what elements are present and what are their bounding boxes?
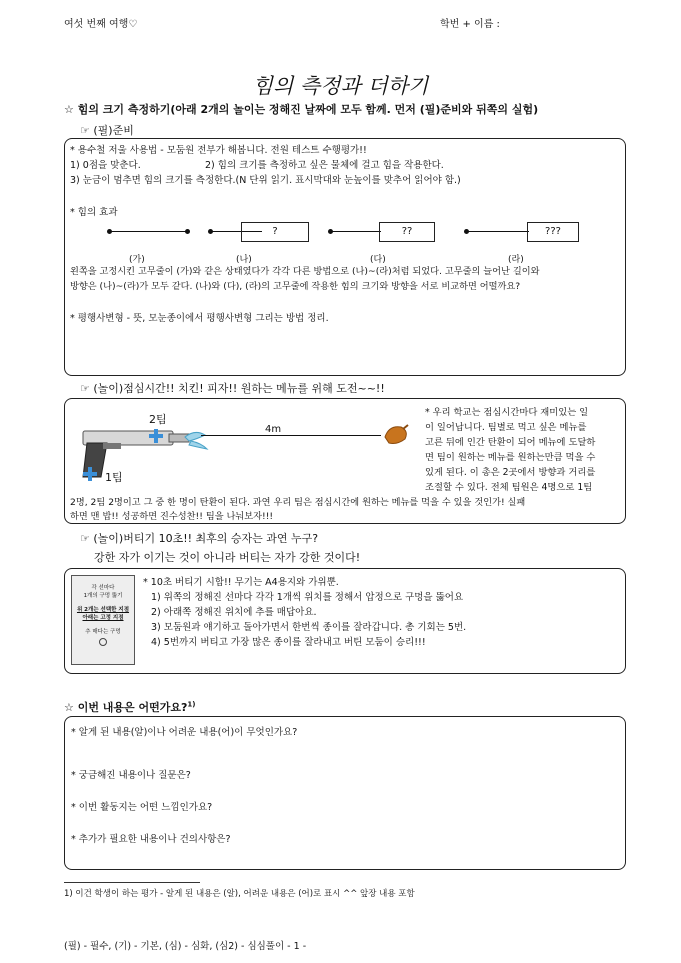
lunch-game-box bbox=[64, 398, 626, 524]
question-1: * 알게 된 내용(알)이나 어려운 내용(어)이 무엇인가요? bbox=[71, 727, 298, 738]
header-left: 여섯 번째 여행♡ bbox=[64, 19, 138, 30]
team1-marker-icon bbox=[83, 467, 97, 481]
box-ra: ??? bbox=[527, 222, 579, 242]
team2-marker-icon bbox=[149, 429, 163, 443]
label-da: (다) bbox=[370, 255, 386, 265]
lunch-text-5: 있게 된다. 이 총은 2곳에서 방향과 거리를 bbox=[425, 467, 596, 478]
paper-card bbox=[71, 575, 135, 665]
endure-game-box bbox=[64, 568, 626, 674]
reflection-box bbox=[64, 716, 626, 870]
distance-label: 4m bbox=[265, 424, 282, 435]
parallelogram-note: * 평행사변형 - 뜻, 모눈종이에서 평행사변형 그리는 방법 정리. bbox=[70, 313, 329, 324]
end-dot-ga bbox=[185, 229, 190, 234]
team2-label: 2팀 bbox=[149, 413, 167, 426]
rubber-band-ra bbox=[467, 231, 529, 232]
prep-line-2: 1) 0점을 맞춘다. bbox=[70, 160, 141, 171]
label-na: (나) bbox=[236, 255, 252, 265]
rubber-band-ga bbox=[110, 231, 187, 232]
endure-line-3: 2) 아래쪽 정해진 위치에 추를 매답아요. bbox=[151, 607, 317, 618]
prep-box bbox=[64, 138, 626, 376]
footnote: 1) 이건 학생이 하는 평가 - 알게 된 내용은 (알), 어려운 내용은 (어)로 표시 ^^ 앞장 내용 포함 bbox=[64, 889, 415, 899]
footer: (필) - 필수, (기) - 기본, (심) - 심화, (심2) - 심심풀이 - 1 - bbox=[64, 941, 307, 952]
section4-heading bbox=[64, 699, 195, 715]
rubber-band-da bbox=[331, 231, 381, 232]
chicken-icon bbox=[383, 423, 409, 445]
prep-line-1: * 용수철 저울 사용법 - 모둠원 전부가 해봅니다. 전원 테스트 수행평가!! bbox=[70, 145, 367, 156]
section3-sub: ☞ (놀이)버티기 10초!! 최후의 승자는 과연 누구? bbox=[80, 532, 319, 545]
endure-line-2: 1) 위쪽의 정해진 선마다 각각 1개씩 위치를 정해서 압정으로 구멍을 뚫어요 bbox=[151, 592, 464, 603]
endure-line-4: 3) 모둠원과 얘기하고 돌아가면서 한번씩 종이를 잘라갑니다. 총 기회는 5번. bbox=[151, 622, 467, 633]
label-ra: (라) bbox=[508, 255, 524, 265]
section1-heading: ☆ 힘의 크기 측정하기(아래 2개의 놀이는 정해진 날짜에 모두 함께. 먼저 (필)준비와 뒤쪽의 실험) bbox=[64, 103, 539, 116]
distance-line bbox=[201, 435, 381, 436]
lunch-text-6: 조절할 수 있다. 전체 팀원은 4명으로 1팀 bbox=[425, 482, 593, 493]
section1-sub: ☞ (필)준비 bbox=[80, 124, 134, 137]
question-3: * 이번 활동지는 어떤 느낌인가요? bbox=[71, 802, 213, 813]
card-line-1: 각 선마다 bbox=[91, 585, 115, 591]
effect-title: * 힘의 효과 bbox=[70, 207, 118, 218]
card-hole-icon bbox=[99, 638, 107, 646]
footnote-divider bbox=[64, 882, 200, 883]
lunch-text-8: 하면 맨 밥!! 성공하면 진수성찬!! 팀을 나눠보자!!! bbox=[70, 511, 274, 522]
prep-line-4: 3) 눈금이 멈추면 힘의 크기를 측정한다.(N 단위 읽기. 표시막대와 눈높이를 맞추어 읽어야 함.) bbox=[70, 175, 461, 186]
question-2: * 궁금해진 내용이나 질문은? bbox=[71, 770, 191, 781]
effect-text-1: 왼쪽을 고정시킨 고무줄이 (가)와 같은 상태였다가 각각 다른 방법으로 (나)~(라)처럼 되었다. 고무줄의 늘어난 길이와 bbox=[70, 266, 540, 277]
team1-label: 1팀 bbox=[105, 471, 123, 484]
lunch-text-2: 이 일어납니다. 팀별로 먹고 싶은 메뉴를 bbox=[425, 422, 587, 433]
box-da: ?? bbox=[379, 222, 435, 242]
effect-text-2: 방향은 (나)~(라)가 모두 같다. (나)와 (다), (라)의 고무줄에 작용한 힘의 크기와 방향을 서로 비교하면 어떨까요? bbox=[70, 281, 521, 292]
box-na: ? bbox=[241, 222, 309, 242]
lunch-text-3: 고른 뒤에 인간 탄환이 되어 메뉴에 도달하 bbox=[425, 437, 596, 448]
lunch-text-7: 2명, 2팀 2명이고 그 중 한 명이 탄환이 된다. 과연 우리 팀은 점심시간에 원하는 메뉴를 먹을 수 있을 것인가! 실패 bbox=[70, 497, 526, 508]
card-line-4: 아래는 고정 지점 bbox=[82, 615, 124, 621]
card-line-5: 추 매다는 구멍 bbox=[85, 629, 121, 635]
header-right: 학번 + 이름 : bbox=[440, 19, 500, 30]
section2-sub: ☞ (놀이)점심시간!! 치킨! 피자!! 원하는 메뉴를 위해 도전~~!! bbox=[80, 382, 385, 395]
prep-line-3: 2) 힘의 크기를 측정하고 싶은 물체에 걸고 힘을 작용한다. bbox=[205, 160, 444, 171]
endure-line-5: 4) 5번까지 버티고 가장 많은 종이를 잘라내고 버틴 모둠이 승리!!! bbox=[151, 637, 426, 648]
section4-footnote-ref: 1) bbox=[187, 700, 196, 709]
endure-line-1: * 10초 버티기 시합!! 무기는 A4용지와 가위뿐. bbox=[143, 577, 339, 588]
lunch-text-4: 면 팀이 원하는 메뉴를 원하는만큼 먹을 수 bbox=[425, 452, 596, 463]
lunch-text-1: * 우리 학교는 점심시간마다 재미있는 일 bbox=[425, 407, 589, 418]
card-line-2: 1개의 구멍 뚫기 bbox=[83, 593, 123, 599]
section3-sub2: 강한 자가 이기는 것이 아니라 버티는 자가 강한 것이다! bbox=[94, 551, 361, 564]
question-4: * 추가가 필요한 내용이나 건의사항은? bbox=[71, 834, 231, 845]
label-ga: (가) bbox=[129, 255, 145, 265]
card-line-3: 위 2개는 선택한 지점 bbox=[76, 607, 130, 613]
page-title: 힘의 측정과 더하기 bbox=[252, 74, 429, 98]
section4-heading-text: ☆ 이번 내용은 어떤가요? bbox=[64, 701, 188, 714]
